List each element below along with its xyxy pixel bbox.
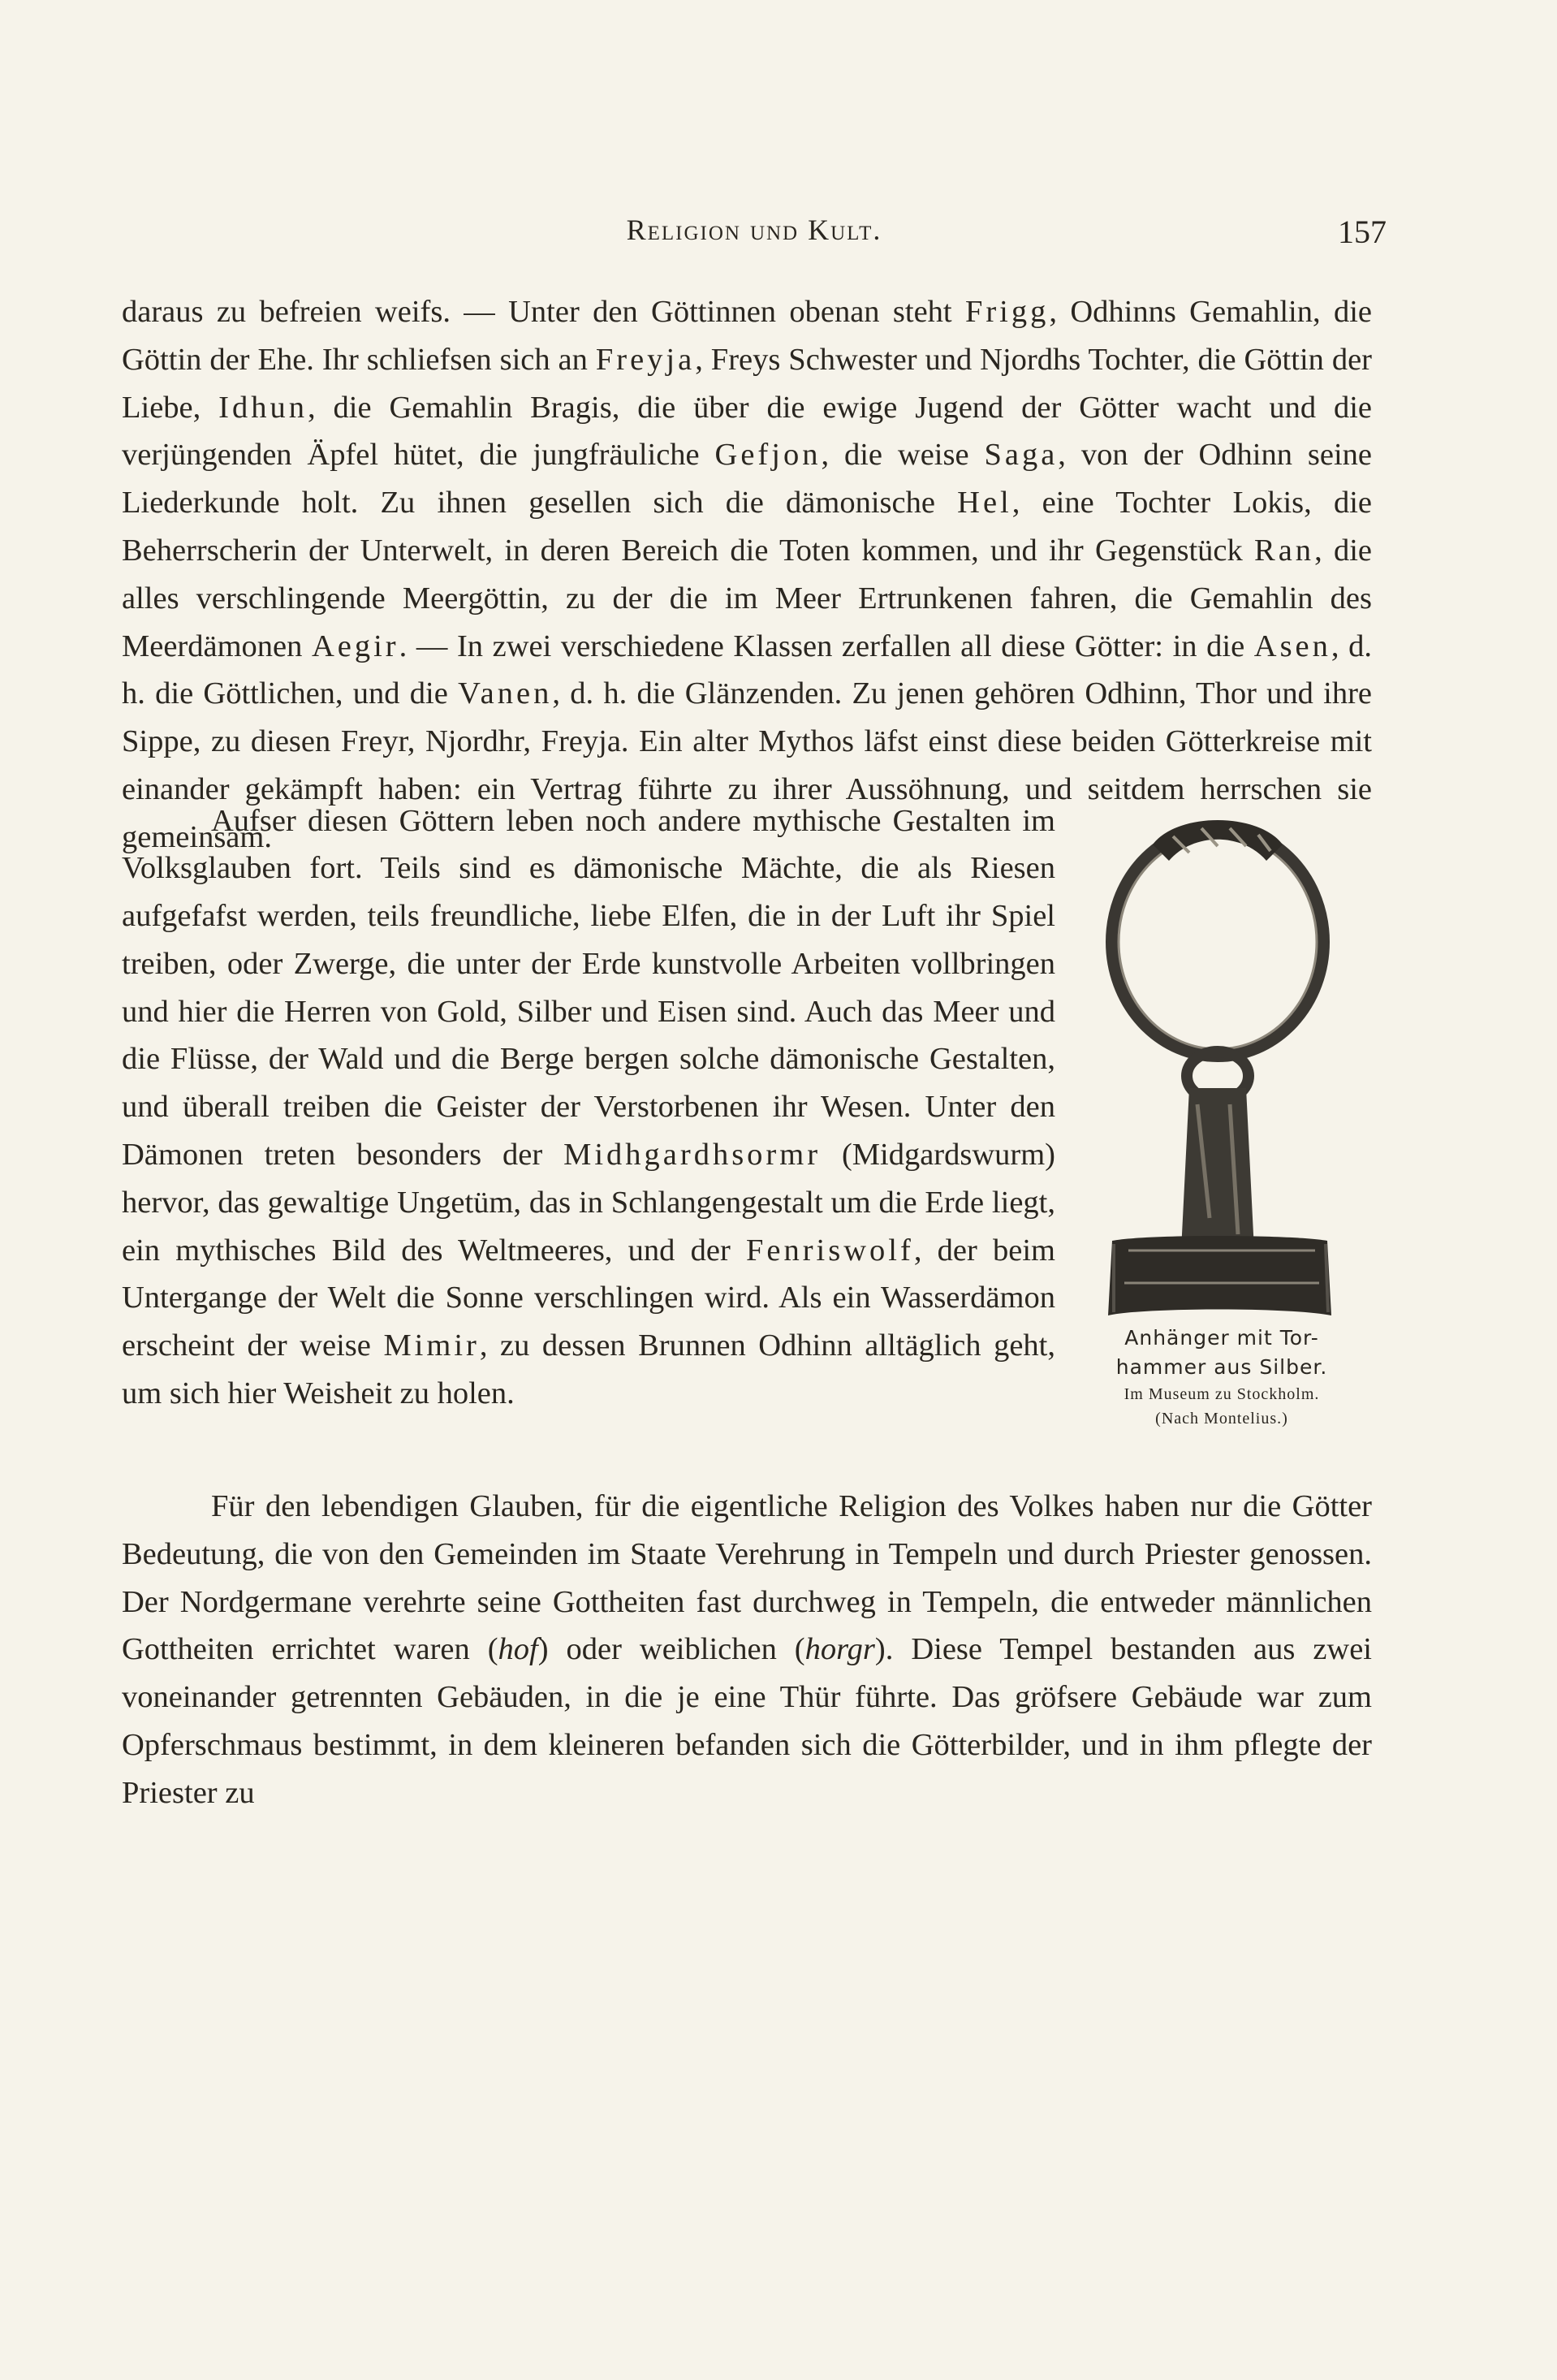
text-run: , eine Tochter Lokis, die Beherrscherin der Unterwelt, in deren Bereich die Toten kommen, und ihr Gegenstück (122, 486, 1373, 568)
text-run: , der beim Untergange der Welt die Sonne verschlingen wird. Als ein Wasserdämon erscheint der weise (122, 1233, 1056, 1363)
paragraph (122, 1483, 1372, 1817)
text-run: , die weise (821, 438, 985, 473)
text-run: Aufser diesen Göttern leben noch andere mythische Gestalten im Volksglauben fort. Teils sind es dämonische Mächte, die als Riesen aufgefafst werden, teils freundliche, liebe Elfen, die in der Luft ihr Spiel treiben, oder Zwerge, die unter der Erde kunstvolle Arbeiten vollbringen und hier die Herren von Gold, Silber und Eisen sind. Auch das Meer und die Flüsse, der Wald und die Berge bergen solche dämonische Gestalten, und überall treiben die Geister der Verstorbenen ihr Wesen. Unter den Dämonen treten besonders der (122, 803, 1055, 1173)
name-emphasis: Gefjon (714, 438, 822, 473)
text-run: , Odhinns Gemahlin, die Göttin der Ehe. Ihr schliefsen sich an (122, 295, 1372, 377)
text-run: , von der Odhinn seine Liederkunde holt. Zu ihnen gesellen sich die dämonische (122, 438, 1372, 520)
caption-source: Im Museum zu Stockholm. (1124, 1385, 1320, 1403)
text-run: , d. h. die Göttlichen, und die (122, 628, 1372, 711)
name-emphasis: Vanen (458, 676, 553, 711)
text-block-bottom (122, 1483, 1372, 1817)
text-run: , die Gemahlin Bragis, die über die ewige Jugend der Götter wacht und die verjüngenden Äpfel hütet, die jungfräuliche (122, 390, 1373, 473)
figure-caption (1072, 1324, 1372, 1431)
name-emphasis: Ran (1254, 533, 1315, 568)
caption-source: (Nach Montelius.) (1155, 1410, 1288, 1428)
text-run: ). Diese Tempel bestanden aus zwei voneinander getrennten Gebäuden, in die je eine Thür führte. Das gröfsere Gebäude war zum Opferschmaus bestimmt, in dem kleineren befanden sich die Götterbilder, und in ihm pflegte der Priester zu (122, 1632, 1373, 1810)
name-emphasis: Freyja (595, 342, 696, 377)
name-emphasis: Asen (1253, 628, 1331, 663)
text-run: , zu dessen Brunnen Odhinn alltäglich geht, um sich hier Weisheit zu holen. (122, 1328, 1055, 1411)
name-emphasis: Hel (957, 486, 1012, 520)
running-title: Religion und Kult. (626, 214, 882, 246)
figure-thor-hammer-pendant (1072, 796, 1372, 1462)
name-emphasis: Midhgardhsormr (563, 1138, 822, 1173)
name-emphasis: Mimir (383, 1328, 480, 1363)
text-run: , die alles verschlingende Meergöttin, zu der die im Meer Ertrunkenen fahren, die Gemahlin des Meerdämonen (122, 533, 1372, 663)
name-emphasis: Saga (984, 438, 1059, 473)
name-emphasis: Aegir (311, 628, 399, 663)
name-emphasis: Fenriswolf (745, 1233, 914, 1268)
text-block-beside-figure (122, 766, 1055, 1449)
running-header (122, 213, 1387, 253)
italic-term: hof (498, 1632, 538, 1667)
name-emphasis: Idhun (218, 390, 308, 425)
italic-term: horgr (804, 1632, 875, 1667)
text-run: daraus zu befreien weifs. — Unter den Göttinnen obenan steht (122, 295, 965, 329)
thor-hammer-pendant-image (1096, 796, 1348, 1315)
caption-line: hammer aus Silber. (1115, 1355, 1328, 1379)
text-run: Für den lebendigen Glauben, für die eigentliche Religion des Volkes haben nur die Götter Bedeutung, die von den Gemeinden im Staate Verehrung in Tempeln und durch Priester genossen. Der Nordgermane verehrte seine Gottheiten fast durchweg in Tempeln, die entweder männlichen Gottheiten errichtet waren ( (122, 1489, 1372, 1667)
text-run: , d. h. die Glänzenden. Zu jenen gehören Odhinn, Thor und ihre Sippe, zu diesen Freyr, Njordhr, Freyja. Ein alter Mythos läfst einst diese beiden Götterkreise mit einander gekämpft haben: ein Vertrag führte zu ihrer Aussöhnung, und seitdem herrschen sie gemeinsam. (122, 676, 1372, 854)
text-run: , Freys Schwester und Njordhs Tochter, die Göttin der Liebe, (122, 342, 1372, 425)
page-number: 157 (1338, 214, 1387, 250)
paragraph (122, 797, 1055, 1418)
name-emphasis: Frigg (964, 295, 1050, 329)
text-run: (Midgardswurm) hervor, das gewaltige Ungetüm, das in Schlangengestalt um die Erde liegt, ein mythisches Bild des Weltmeeres, und der (122, 1138, 1055, 1268)
caption-line: Anhänger mit Tor- (1124, 1326, 1319, 1350)
text-run: ) oder weiblichen ( (537, 1632, 805, 1667)
text-run: . — In zwei verschiedene Klassen zerfallen all diese Götter: in die (399, 628, 1254, 663)
